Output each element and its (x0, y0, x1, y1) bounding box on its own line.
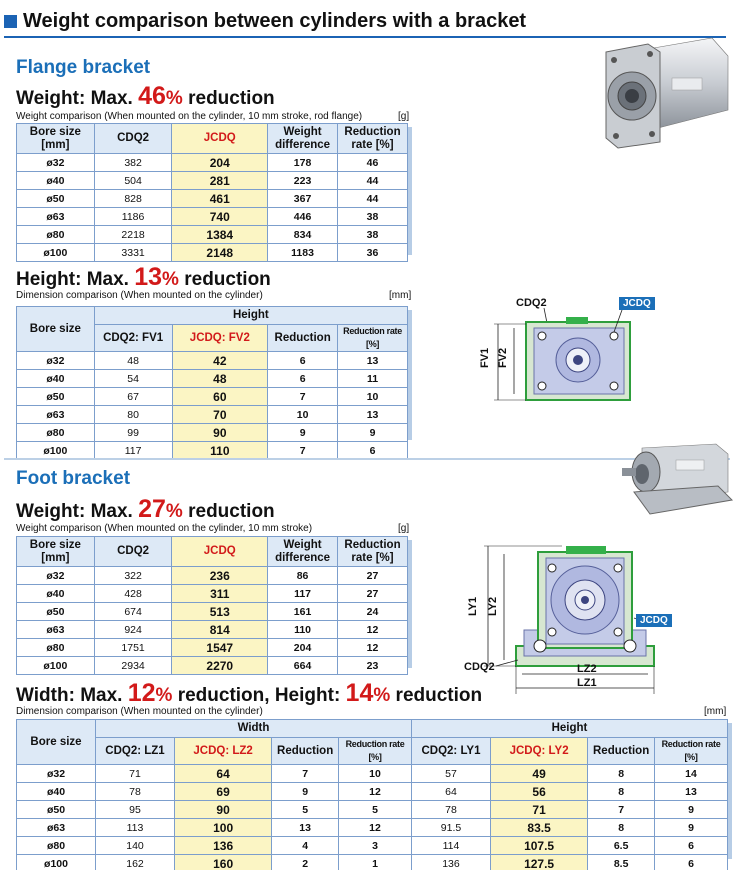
headline-mid: reduction, Height: (172, 685, 346, 706)
diagram-label-fv1: FV1 (479, 347, 491, 368)
column-header: Reduction rate [%] (339, 738, 412, 765)
table-cell: 160 (175, 855, 272, 870)
table-cell: 60 (172, 388, 268, 406)
table-cell: 2934 (94, 657, 172, 675)
table-cell: 95 (96, 801, 175, 819)
table-cell: ø32 (17, 352, 95, 370)
header-row (17, 124, 408, 154)
table-cell: 6 (268, 352, 338, 370)
table-cell: ø80 (17, 226, 95, 244)
title-square-icon (4, 15, 17, 28)
table-cell: ø40 (17, 172, 95, 190)
table-cell: 44 (338, 172, 408, 190)
table-row (17, 388, 408, 406)
table-cell: 6 (338, 442, 408, 460)
diagram-label-fv2: FV2 (497, 347, 509, 368)
table-cell: 513 (172, 603, 268, 621)
table-cell: 107.5 (490, 837, 587, 855)
table-cell: 5 (272, 801, 339, 819)
headline-width-value: 12 (127, 679, 156, 707)
table-cell: 9 (272, 783, 339, 801)
table-cell: 71 (490, 801, 587, 819)
diagram-label-ly1: LY1 (467, 596, 479, 616)
headline-percent-2: % (373, 685, 391, 706)
table-cell: 114 (411, 837, 490, 855)
table-cell: 69 (175, 783, 272, 801)
table-cell: 8 (588, 819, 655, 837)
table-row (17, 801, 728, 819)
column-header: CDQ2 (94, 537, 172, 567)
table-cell: 12 (339, 783, 412, 801)
column-header: Reduction rate [%] (338, 124, 408, 154)
table-cell: 1547 (172, 639, 268, 657)
table-row (17, 406, 408, 424)
table-cell: 1183 (268, 244, 338, 262)
table-row (17, 819, 728, 837)
table-cell: 7 (272, 765, 339, 783)
table-cell: 27 (338, 585, 408, 603)
table-cell: 3331 (94, 244, 172, 262)
table-cell: 1 (339, 855, 412, 870)
table-cell: 24 (338, 603, 408, 621)
table-cell: 2270 (172, 657, 268, 675)
table-cell: 4 (272, 837, 339, 855)
column-header: Bore size (17, 307, 95, 352)
headline-percent: % (165, 501, 183, 522)
headline-suffix: reduction (182, 501, 275, 522)
headline-percent: % (165, 88, 183, 109)
table-cell: 7 (268, 442, 338, 460)
table-cell: ø63 (17, 208, 95, 226)
table-row (17, 621, 408, 639)
table-row (17, 172, 408, 190)
table-cell: 7 (268, 388, 338, 406)
foot-weight-table (16, 536, 408, 675)
table-cell: 27 (338, 567, 408, 585)
table-row (17, 837, 728, 855)
table-cell: 70 (172, 406, 268, 424)
table-cell: 322 (94, 567, 172, 585)
column-header: CDQ2: LZ1 (96, 738, 175, 765)
table-cell: 13 (338, 406, 408, 424)
table-cell: 223 (268, 172, 338, 190)
table-cell: 10 (338, 388, 408, 406)
column-header: CDQ2 (94, 124, 172, 154)
column-header: Weight difference (268, 124, 338, 154)
flange-height-unit: [mm] (389, 290, 412, 301)
table-cell: 12 (338, 621, 408, 639)
headline-prefix: Weight: Max. (16, 88, 139, 109)
table-cell: 1751 (94, 639, 172, 657)
group-header: Width (96, 720, 412, 738)
table-cell: 54 (94, 370, 172, 388)
table-cell: 161 (268, 603, 338, 621)
table-cell: ø50 (17, 190, 95, 208)
table-cell: 117 (268, 585, 338, 603)
headline-prefix: Weight: Max. (16, 501, 139, 522)
column-header: JCDQ (172, 124, 268, 154)
headline-value: 46 (138, 82, 166, 110)
table-row (17, 424, 408, 442)
headline-percent: % (155, 685, 173, 706)
foot-dims-table (16, 719, 728, 870)
table-cell: 6 (655, 837, 728, 855)
table-row (17, 603, 408, 621)
diagram-label-ly2: LY2 (487, 596, 499, 616)
table-cell: 2148 (172, 244, 268, 262)
table-cell: 2218 (94, 226, 172, 244)
table-row (17, 639, 408, 657)
table-cell: ø50 (17, 388, 95, 406)
table-cell: ø100 (17, 657, 95, 675)
headline-value: 27 (138, 495, 166, 523)
table-cell: 382 (94, 154, 172, 172)
table-row (17, 442, 408, 460)
table-row (17, 244, 408, 262)
table-cell: ø100 (17, 244, 95, 262)
table-cell: 78 (411, 801, 490, 819)
column-header: Weight difference (268, 537, 338, 567)
column-header: CDQ2: LY1 (411, 738, 490, 765)
table-cell: 86 (268, 567, 338, 585)
headline-percent: % (162, 269, 179, 290)
column-header: JCDQ: LY2 (490, 738, 587, 765)
table-cell: 38 (338, 208, 408, 226)
table-cell: 664 (268, 657, 338, 675)
table-cell: 100 (175, 819, 272, 837)
table-cell: 44 (338, 190, 408, 208)
table-cell: 5 (339, 801, 412, 819)
headline-height-value: 14 (345, 679, 374, 707)
column-header: Reduction (272, 738, 339, 765)
table-cell: 83.5 (490, 819, 587, 837)
table-cell: 204 (268, 639, 338, 657)
table-cell: 11 (338, 370, 408, 388)
table-cell: 2 (272, 855, 339, 870)
table-cell: 80 (94, 406, 172, 424)
table-row (17, 226, 408, 244)
table-cell: 48 (172, 370, 268, 388)
table-cell: 9 (655, 819, 728, 837)
header-row (17, 537, 408, 567)
table-cell: 46 (338, 154, 408, 172)
table-cell: 162 (96, 855, 175, 870)
table-row (17, 352, 408, 370)
foot-dims-unit: [mm] (704, 706, 727, 717)
table-cell: 367 (268, 190, 338, 208)
headline-prefix: Width: Max. (16, 685, 128, 706)
headline-suffix: reduction (182, 88, 275, 109)
foot-cylinder-photo (620, 440, 735, 522)
table-cell: ø50 (17, 801, 96, 819)
table-cell: 49 (490, 765, 587, 783)
table-cell: 7 (588, 801, 655, 819)
diagram-label-lz2: LZ2 (577, 663, 597, 675)
column-header: Reduction rate [%] (338, 537, 408, 567)
table-cell: 6.5 (588, 837, 655, 855)
table-row (17, 855, 728, 870)
flange-weight-unit: [g] (398, 111, 410, 122)
group-header-row (17, 307, 408, 325)
group-header: Height (411, 720, 727, 738)
table-cell: 504 (94, 172, 172, 190)
table-cell: 110 (268, 621, 338, 639)
table-cell: ø50 (17, 603, 95, 621)
table-cell: 113 (96, 819, 175, 837)
table-cell: ø63 (17, 406, 95, 424)
page-title (4, 10, 526, 33)
flange-height-headline (16, 263, 271, 292)
flange-jcdq-tag: JCDQ (619, 297, 655, 310)
table-cell: 9 (268, 424, 338, 442)
table-cell: ø80 (17, 424, 95, 442)
table-cell: 48 (94, 352, 172, 370)
table-cell: 9 (338, 424, 408, 442)
table-cell: 13 (655, 783, 728, 801)
foot-weight-caption: Weight comparison (When mounted on the cylinder, 10 mm stroke) (16, 523, 313, 534)
table-cell: 204 (172, 154, 268, 172)
diagram-label-cdq2: CDQ2 (516, 297, 547, 309)
table-row (17, 765, 728, 783)
table-cell: 13 (272, 819, 339, 837)
table-cell: ø40 (17, 783, 96, 801)
column-header: JCDQ: LZ2 (175, 738, 272, 765)
table-cell: 8.5 (588, 855, 655, 870)
table-row (17, 783, 728, 801)
table-cell: ø100 (17, 855, 96, 870)
headline-value: 13 (134, 263, 163, 291)
column-header: Reduction (588, 738, 655, 765)
flange-height-caption: Dimension comparison (When mounted on the cylinder) (16, 290, 263, 301)
table-cell: 10 (339, 765, 412, 783)
headline-prefix: Height: Max. (16, 269, 135, 290)
column-header: Reduction rate [%] (655, 738, 728, 765)
flange-weight-headline (16, 82, 275, 111)
table-cell: 828 (94, 190, 172, 208)
foot-weight-headline (16, 495, 275, 524)
table-cell: 64 (411, 783, 490, 801)
headline-suffix: reduction (390, 685, 483, 706)
diagram-label-lz1: LZ1 (577, 677, 597, 689)
table-cell: 117 (94, 442, 172, 460)
table-cell: 311 (172, 585, 268, 603)
flange-section-title: Flange bracket (16, 57, 151, 78)
flange-height-table (16, 306, 408, 460)
group-header: Height (94, 307, 407, 325)
foot-jcdq-tag: JCDQ (636, 614, 672, 627)
table-cell: 23 (338, 657, 408, 675)
table-cell: 1384 (172, 226, 268, 244)
foot-dims-headline (16, 679, 482, 708)
table-row (17, 154, 408, 172)
table-cell: 9 (655, 801, 728, 819)
page-title-text: Weight comparison between cylinders with a bracket (23, 10, 527, 32)
headline-suffix: reduction (178, 269, 271, 290)
table-cell: 281 (172, 172, 268, 190)
table-cell: 6 (268, 370, 338, 388)
column-header: Bore size [mm] (17, 124, 95, 154)
table-cell: 136 (411, 855, 490, 870)
table-cell: 99 (94, 424, 172, 442)
table-cell: 67 (94, 388, 172, 406)
column-header: JCDQ (172, 537, 268, 567)
table-cell: 740 (172, 208, 268, 226)
table-cell: 36 (338, 244, 408, 262)
table-row (17, 208, 408, 226)
foot-section-title: Foot bracket (16, 468, 131, 489)
column-header: Bore size [mm] (17, 537, 95, 567)
column-header: Bore size (17, 720, 96, 765)
table-cell: 1186 (94, 208, 172, 226)
table-cell: 140 (96, 837, 175, 855)
table-row (17, 567, 408, 585)
column-header: CDQ2: FV1 (94, 325, 172, 352)
table-cell: ø80 (17, 837, 96, 855)
table-cell: 12 (338, 639, 408, 657)
table-cell: 446 (268, 208, 338, 226)
table-cell: ø32 (17, 765, 96, 783)
table-cell: 8 (588, 765, 655, 783)
table-cell: 127.5 (490, 855, 587, 870)
table-cell: 6 (655, 855, 728, 870)
table-cell: 924 (94, 621, 172, 639)
table-cell: 56 (490, 783, 587, 801)
table-cell: ø100 (17, 442, 95, 460)
table-row (17, 657, 408, 675)
flange-weight-table (16, 123, 408, 262)
flange-weight-caption: Weight comparison (When mounted on the cylinder, 10 mm stroke, rod flange) (16, 111, 363, 122)
table-cell: 57 (411, 765, 490, 783)
table-cell: 38 (338, 226, 408, 244)
group-header-row (17, 720, 728, 738)
table-cell: 136 (175, 837, 272, 855)
table-row (17, 585, 408, 603)
table-cell: 12 (339, 819, 412, 837)
table-cell: 64 (175, 765, 272, 783)
column-header: Reduction rate [%] (338, 325, 408, 352)
diagram-label-cdq2: CDQ2 (464, 661, 495, 673)
table-cell: 78 (96, 783, 175, 801)
table-cell: 90 (175, 801, 272, 819)
table-cell: 814 (172, 621, 268, 639)
table-cell: 178 (268, 154, 338, 172)
table-row (17, 370, 408, 388)
column-header: Reduction (268, 325, 338, 352)
table-cell: 90 (172, 424, 268, 442)
table-cell: 13 (338, 352, 408, 370)
flange-cylinder-photo (602, 30, 732, 150)
table-cell: 3 (339, 837, 412, 855)
table-cell: ø80 (17, 639, 95, 657)
table-cell: ø40 (17, 585, 95, 603)
table-cell: ø32 (17, 154, 95, 172)
table-cell: 428 (94, 585, 172, 603)
table-cell: 674 (94, 603, 172, 621)
foot-weight-unit: [g] (398, 523, 410, 534)
table-cell: 10 (268, 406, 338, 424)
table-row (17, 190, 408, 208)
table-cell: 110 (172, 442, 268, 460)
column-header: JCDQ: FV2 (172, 325, 268, 352)
table-cell: 834 (268, 226, 338, 244)
table-cell: 8 (588, 783, 655, 801)
table-cell: ø63 (17, 621, 95, 639)
table-cell: 14 (655, 765, 728, 783)
table-cell: ø63 (17, 819, 96, 837)
header-row (17, 738, 728, 765)
foot-dims-caption: Dimension comparison (When mounted on the cylinder) (16, 706, 263, 717)
table-cell: ø40 (17, 370, 95, 388)
table-cell: 42 (172, 352, 268, 370)
table-cell: 236 (172, 567, 268, 585)
table-cell: 461 (172, 190, 268, 208)
table-cell: 91.5 (411, 819, 490, 837)
table-cell: ø32 (17, 567, 95, 585)
table-cell: 71 (96, 765, 175, 783)
